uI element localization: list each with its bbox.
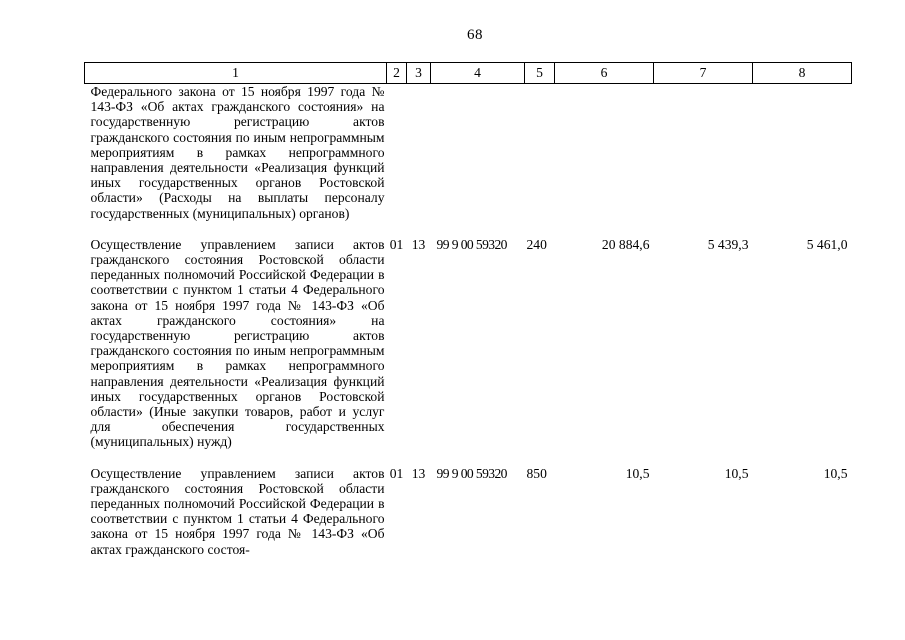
- table-row: [85, 466, 852, 557]
- row-expense-type: [525, 84, 555, 221]
- column-header-3: 3: [407, 63, 431, 84]
- row-amount-col8: 10,5: [823, 465, 848, 481]
- row-section-code: 01: [389, 236, 404, 252]
- row-expense-type: 240: [526, 236, 547, 252]
- row-amount-col7: [654, 84, 753, 221]
- column-header-7: 7: [654, 63, 753, 84]
- column-header-2: 2: [387, 63, 407, 84]
- row-amount-col7: 5 439,3: [707, 236, 749, 252]
- row-target-article: 99 9 00 59320: [436, 465, 507, 481]
- row-target-article: 99 9 00 59320: [436, 236, 507, 252]
- table-row: [85, 237, 852, 450]
- header-row: [85, 63, 852, 84]
- row-amount-col7: 10,5: [724, 465, 749, 481]
- column-header-5: 5: [525, 63, 555, 84]
- column-header-6: 6: [555, 63, 654, 84]
- row-subsection-code: [407, 84, 431, 221]
- row-amount-col6: 20 884,6: [601, 236, 650, 252]
- column-header-8: 8: [753, 63, 852, 84]
- column-header-1: 1: [85, 63, 387, 84]
- row-section-code: 01: [389, 465, 404, 481]
- row-spacer: [85, 221, 852, 237]
- budget-table: [84, 62, 852, 557]
- row-amount-col8: [753, 84, 852, 221]
- column-header-4: 4: [431, 63, 525, 84]
- row-amount-col6: [555, 84, 654, 221]
- row-spacer: [85, 450, 852, 466]
- row-target-article: [431, 84, 525, 221]
- row-amount-col8: 5 461,0: [806, 236, 848, 252]
- row-section-code: [387, 84, 407, 221]
- page-number: 68: [467, 27, 483, 43]
- row-description: Осуществление управлением записи актов гражданского состояния Ростовской области переданных полномочий Российской Федерации в соответствии с пунктом 1 статьи 4 Федерального закона от 15 ноября 1997 года № 143-ФЗ «Об актах гражданского состояния» на государственную регистрацию актов гражданского состояния по иным непрограммным мероприятиям в рамках непрограммного направления деятельности «Реализация функций иных государственных органов Ростовской области» (Иные закупки товаров, работ и услуг для обеспечения государственных (муниципальных) нужд): [90, 236, 385, 450]
- row-description: Осуществление управлением записи актов гражданского состояния Ростовской области переданных полномочий Российской Федерации в соответствии с пунктом 1 статьи 4 Федерального закона от 15 ноября 1997 года № 143-ФЗ «Об актах гражданского состоя-: [90, 465, 385, 557]
- row-subsection-code: 13: [411, 465, 426, 481]
- row-description: Федерального закона от 15 ноября 1997 года № 143-ФЗ «Об актах гражданского состояния» на государственную регистрацию актов гражданского состояния по иным непрограммным мероприятиям в рамках непрограммного направления деятельности «Реализация функций иных государственных органов Ростовской области» (Расходы на выплаты персоналу государственных (муниципальных) органов): [90, 84, 385, 221]
- table-row: [85, 84, 852, 221]
- row-subsection-code: 13: [411, 236, 426, 252]
- row-expense-type: 850: [526, 465, 547, 481]
- row-amount-col6: 10,5: [625, 465, 650, 481]
